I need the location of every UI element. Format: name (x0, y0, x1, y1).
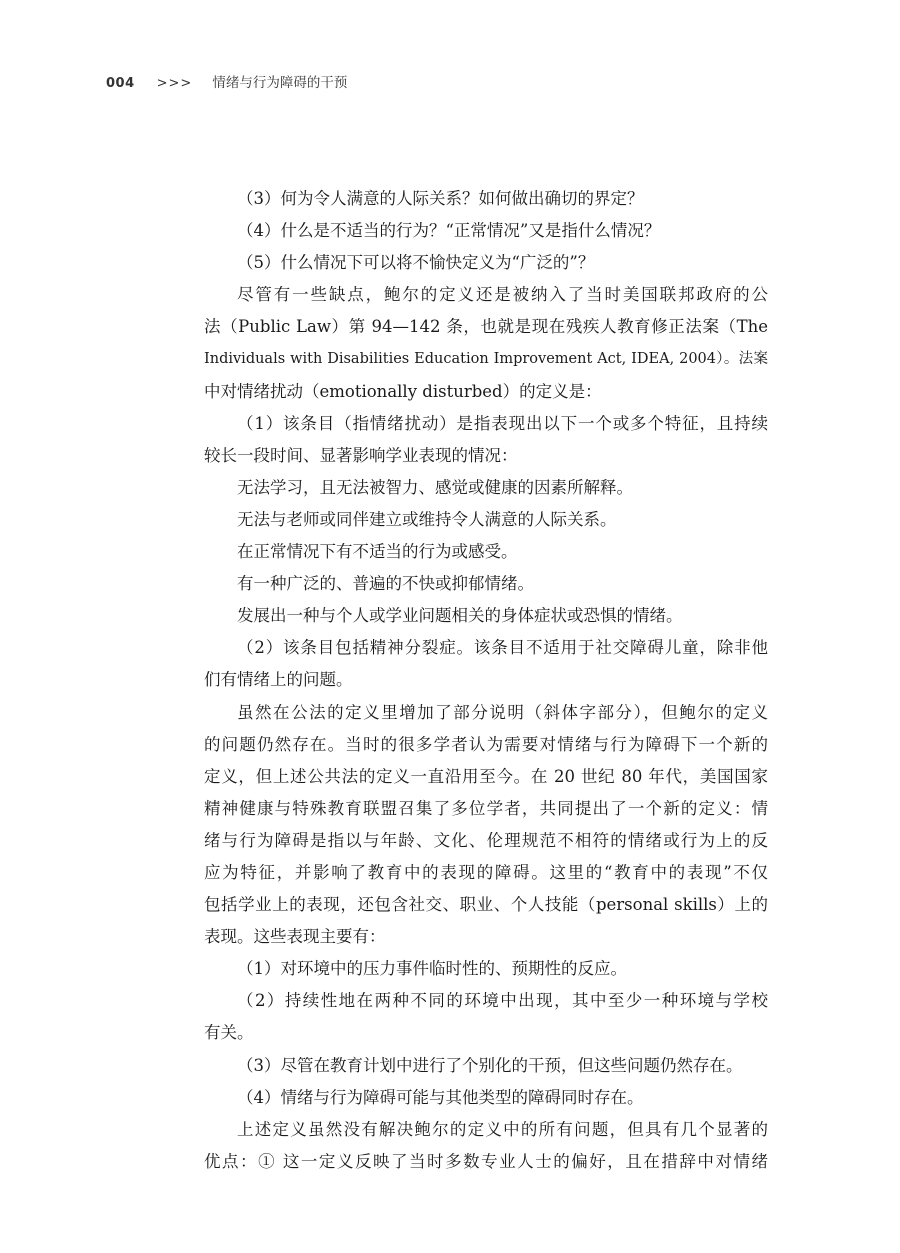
page-number: 004 (106, 76, 135, 91)
text-line: 无法与老师或同伴建立或维持令人满意的人际关系。 (237, 509, 617, 529)
text-line: 中对情绪扰动（emotionally disturbed）的定义是： (204, 381, 602, 401)
text-line: 应为特征，并影响了教育中的表现的障碍。这里的“教育中的表现”不仅 (204, 862, 768, 882)
text-line: 包括学业上的表现，还包含社交、职业、个人技能（personal skills）上的 (204, 895, 768, 915)
text-line: 精神健康与特殊教育联盟召集了多位学者，共同提出了一个新的定义：情 (204, 798, 768, 818)
text-line: 虽然在公法的定义里增加了部分说明（斜体字部分），但鲍尔的定义 (237, 702, 768, 722)
text-line: （3）尽管在教育计划中进行了个别化的干预，但这些问题仍然存在。 (237, 1055, 743, 1075)
text-line: 有一种广泛的、普遍的不快或抑郁情绪。 (237, 574, 534, 594)
text-line: 发展出一种与个人或学业问题相关的身体症状或恐惧的情绪。 (237, 606, 683, 626)
text-line: 有关。 (204, 1023, 254, 1043)
text-line: （2）该条目包括精神分裂症。该条目不适用于社交障碍儿童，除非他 (237, 638, 768, 658)
running-header (106, 71, 347, 91)
header-arrows: >>> (156, 76, 193, 91)
text-line: （4）什么是不适当的行为？“正常情况”又是指什么情况？ (237, 221, 661, 241)
text-line: 法（Public Law）第 94—142 条，也就是现在残疾人教育修正法案（The (204, 317, 768, 337)
text-line: 在正常情况下有不适当的行为或感受。 (237, 542, 518, 562)
text-line: Individuals with Disabilities Education Improvement Act, IDEA, 2004）。法案 (204, 351, 768, 368)
text-line: 们有情绪上的问题。 (204, 670, 353, 690)
text-line: 绪与行为障碍是指以与年龄、文化、伦理规范不相符的情绪或行为上的反 (204, 830, 768, 850)
text-line: 表现。这些表现主要有： (204, 927, 386, 947)
text-line: （5）什么情况下可以将不愉快定义为“广泛的”？ (237, 253, 595, 273)
text-line: （1）对环境中的压力事件临时性的、预期性的反应。 (237, 959, 627, 979)
text-line: 无法学习，且无法被智力、感觉或健康的因素所解释。 (237, 477, 633, 497)
text-line: 定义，但上述公共法的定义一直沿用至今。在 20 世纪 80 年代，美国国家 (204, 766, 768, 786)
text-line: 尽管有一些缺点，鲍尔的定义还是被纳入了当时美国联邦政府的公 (237, 285, 768, 305)
text-line: （1）该条目（指情绪扰动）是指表现出以下一个或多个特征，且持续 (237, 413, 768, 433)
book-title: 情绪与行为障碍的干预 (212, 75, 348, 91)
text-line: 的问题仍然存在。当时的很多学者认为需要对情绪与行为障碍下一个新的 (204, 734, 768, 754)
text-line: 上述定义虽然没有解决鲍尔的定义中的所有问题，但具有几个显著的 (237, 1119, 768, 1139)
text-line: 优点：① 这一定义反映了当时多数专业人士的偏好，且在措辞中对情绪 (204, 1151, 768, 1171)
text-line: 较长一段时间、显著影响学业表现的情况： (204, 445, 518, 465)
body-text (204, 183, 768, 1178)
text-line: （3）何为令人满意的人际关系？如何做出确切的界定？ (237, 189, 644, 208)
text-line: （2）持续性地在两种不同的环境中出现，其中至少一种环境与学校 (237, 991, 768, 1011)
text-line: （4）情绪与行为障碍可能与其他类型的障碍同时存在。 (237, 1087, 644, 1107)
